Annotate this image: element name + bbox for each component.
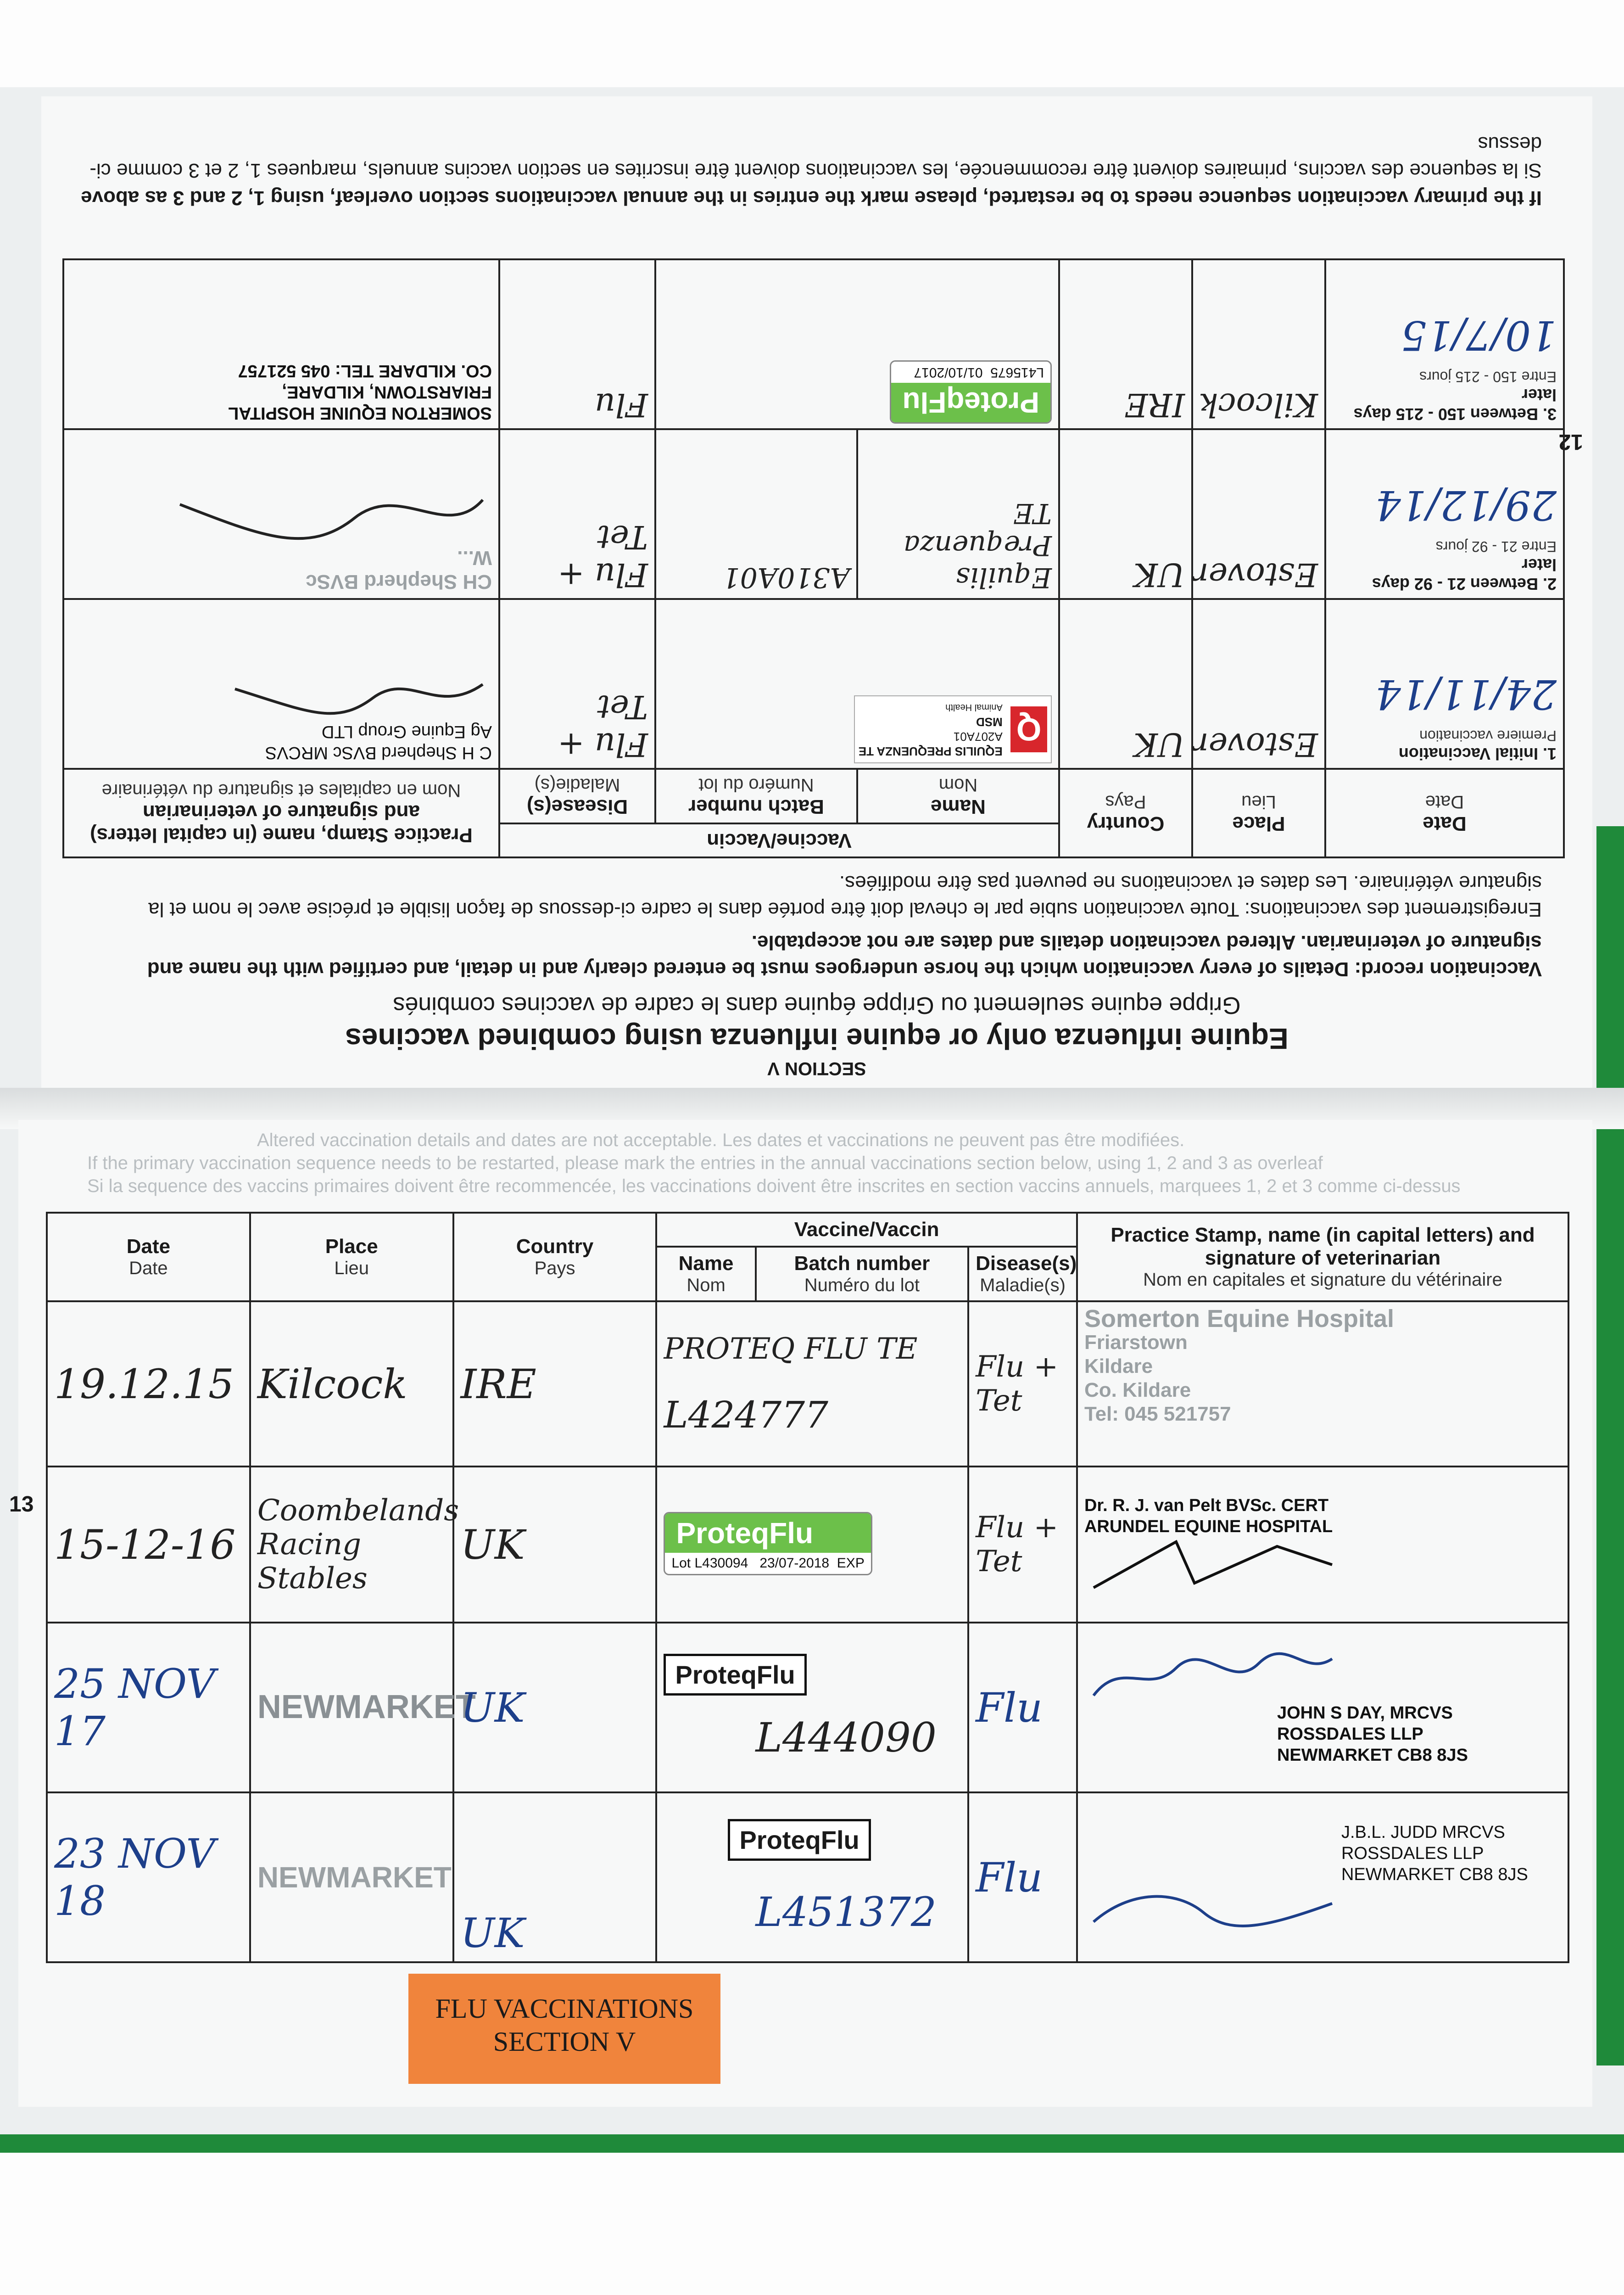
lower-th-place: Place Lieu	[250, 1213, 453, 1301]
upper-th-batch: Batch number Numéro du lot	[655, 769, 857, 823]
upper-th-name: Name Nom	[857, 769, 1059, 823]
upper-cell-country: IRE	[1059, 259, 1192, 429]
lower-signature-2016	[1084, 1537, 1341, 1592]
lower-cell-place: NEWMARKET	[250, 1792, 453, 1962]
lower-cell-name-batch	[656, 1467, 968, 1623]
upper-cell-stamp: CH Shepherd BVSc W...	[63, 429, 499, 599]
lower-th-batch: Batch number Numéro du lot	[756, 1247, 968, 1301]
lower-th-disease: Disease(s) Maladie(s)	[968, 1247, 1077, 1301]
upper-footer-fr: Si la sequence des vaccins, primaires doivent être recommencée, les vaccinations doivent être inscrites en section vaccins annuels, marquees 1, 2 et 3 comme ci-dessus	[89, 133, 1542, 182]
lower-cell-name-batch: ProteqFlu L444090	[656, 1623, 968, 1792]
flu-vaccinations-tab	[408, 1974, 720, 2084]
lower-row-2016	[47, 1467, 1568, 1623]
upper-page	[41, 96, 1592, 1097]
lower-cell-stamp: J.B.L. JUDD MRCVS ROSSDALES LLP NEWMARKET CB8 8JS	[1077, 1792, 1568, 1962]
lower-th-date: Date Date	[47, 1213, 250, 1301]
upper-th-country: Country Pays	[1059, 769, 1192, 857]
lower-row-2018	[47, 1792, 1568, 1962]
lower-vaccination-table	[46, 1212, 1569, 1963]
upper-cell-name	[655, 599, 1059, 769]
lower-faint-notice-1: Altered vaccination details and dates are not acceptable. Les dates et vaccinations ne peuvent pas être modifiées.	[257, 1130, 1185, 1150]
upper-signature-2	[171, 481, 492, 546]
upper-signature-1	[217, 666, 492, 721]
upper-th-disease: Disease(s) Maladie(s)	[499, 769, 655, 823]
upper-cell-place: Estover	[1192, 429, 1325, 599]
upper-cell-disease: Flu	[499, 259, 655, 429]
upper-page-number: 12	[1558, 430, 1583, 454]
lower-cell-disease: Flu + Tet	[968, 1467, 1077, 1623]
equilis-logo-icon: Q	[1010, 706, 1047, 752]
upper-page-rotated	[41, 96, 1592, 1097]
lower-cell-disease: Flu + Tet	[968, 1301, 1077, 1467]
upper-cell-stamp: C H Shepherd BVSc MRCVS Ag Equine Group LTD	[63, 599, 499, 769]
upper-cell-date: 3. Between 150 - 215 days later Entre 150 - 215 jours 10/7/15	[1325, 259, 1564, 429]
lower-cell-stamp: Dr. R. J. van Pelt BVSc. CERT ARUNDEL EQUINE HOSPITAL	[1077, 1467, 1568, 1623]
lower-cell-name-batch: PROTEQ FLU TE L424777	[656, 1301, 968, 1467]
lower-header-row	[47, 1213, 1568, 1247]
lower-th-stamp: Practice Stamp, name (in capital letters) and signature of veterinarian Nom en capitales et signature du vétérinaire	[1077, 1213, 1568, 1301]
upper-row-third	[63, 259, 1564, 429]
lower-signature-2017	[1084, 1650, 1341, 1700]
upper-cell-stamp: SOMERTON EQUINE HOSPITAL FRIARSTOWN, KILDARE, CO. KILDARE TEL: 045 521757	[63, 259, 499, 429]
upper-footer-en: If the primary vaccination sequence needs to be restarted, please mark the entries in the annual vaccinations section overleaf, using 1, 2 and 3 as above	[81, 187, 1542, 209]
upper-cell-place: Kilcock	[1192, 259, 1325, 429]
upper-header-row	[63, 823, 1564, 857]
lower-th-name: Name Nom	[656, 1247, 755, 1301]
upper-cell-name: Equilis Prequenza TE	[857, 429, 1059, 599]
upper-cell-disease: Flu + Tet	[499, 429, 655, 599]
upper-th-date: Date Date	[1325, 769, 1564, 857]
upper-vaccination-table	[62, 258, 1565, 858]
upper-th-stamp: Practice Stamp, name (in capital letters) and signature of veterinarian Nom en capitales et signature du vétérinaire	[63, 769, 499, 857]
upper-cell-place: Estover	[1192, 599, 1325, 769]
lower-cell-date: 23 NOV 18	[47, 1792, 250, 1962]
upper-cell-country: UK	[1059, 599, 1192, 769]
lower-cell-place: Coombelands Racing Stables	[250, 1467, 453, 1623]
lower-cell-date: 19.12.15	[47, 1301, 250, 1467]
upper-cell-date: 2. Between 21 - 92 days later Entre 21 - 92 jours 29/12/14	[1325, 429, 1564, 599]
upper-cell-date: 1. Initial Vaccination Premiere vaccination 24/11/14	[1325, 599, 1564, 769]
lower-row-2015	[47, 1301, 1568, 1467]
lower-cell-country: UK	[453, 1467, 657, 1623]
tab-label-line-2: SECTION V	[493, 2026, 636, 2057]
upper-section-label: SECTION V	[767, 1058, 866, 1079]
lower-cell-disease: Flu	[968, 1623, 1077, 1792]
proteqflu-stamp-box: ProteqFlu	[728, 1819, 871, 1861]
lower-cell-name-batch: ProteqFlu L451372	[656, 1792, 968, 1962]
lower-cell-place: NEWMARKET	[250, 1623, 453, 1792]
upper-cell-batch: A310A01	[655, 429, 857, 599]
lower-cell-stamp: Somerton Equine Hospital Friarstown Kildare Co. Kildare Tel: 045 521757	[1077, 1301, 1568, 1467]
proteqflu-sticker: ProteqFlu L415675 01/10/2017	[890, 360, 1052, 424]
tab-label-line-1: FLU VACCINATIONS	[435, 1993, 694, 2024]
upper-row-second	[63, 429, 1564, 599]
equilis-sticker: Q EQUILIS PREQUENZA TE A207A01 MSD Animal Health	[854, 695, 1052, 763]
lower-cell-country: UK	[453, 1623, 657, 1792]
lower-faint-notice-2: If the primary vaccination sequence needs to be restarted, please mark the entries in the annual vaccinations section below, using 1, 2 and 3 as overleaf	[87, 1153, 1323, 1173]
upper-cell-name	[655, 259, 1059, 429]
proteqflu-sticker: ProteqFlu Lot L430094 23/07-2018 EXP	[664, 1512, 872, 1575]
upper-title-fr: Grippe equine seulement ou Grippe équine dans le cadre de vaccines combinés	[393, 992, 1241, 1019]
lower-cell-country: IRE	[453, 1301, 657, 1467]
lower-cell-date: 15-12-16	[47, 1467, 250, 1623]
lower-page	[9, 1120, 1592, 2107]
lower-signature-2018	[1084, 1885, 1341, 1931]
lower-faint-notice-3: Si la sequence des vaccins primaires doivent être recommencée, les vaccinations doivent être inscrites en section vaccins annuels, marquees 1, 2 et 3 comme ci-dessus	[87, 1176, 1461, 1196]
proteqflu-stamp-box: ProteqFlu	[664, 1654, 806, 1696]
lower-cell-stamp: JOHN S DAY, MRCVS ROSSDALES LLP NEWMARKET CB8 8JS	[1077, 1623, 1568, 1792]
upper-row-initial	[63, 599, 1564, 769]
lower-cell-date: 25 NOV 17	[47, 1623, 250, 1792]
lower-page-number: 13	[9, 1492, 34, 1517]
cover-edge	[1596, 826, 1624, 2066]
upper-record-fr: Enregistrement des vaccinations: Toute vaccination subie par le cheval doit être portée dans le cadre ci-dessous de façon lisible et précise avec le nom et la signature vétérinaire. Les dates et vaccinations ne peuvent pas être modifiées.	[148, 872, 1542, 921]
upper-cell-disease: Flu + Tet	[499, 599, 655, 769]
lower-cell-disease: Flu	[968, 1792, 1077, 1962]
upper-title-en: Equine influenza only or equine influenza using combined vaccines	[345, 1022, 1289, 1055]
upper-th-vaccine: Vaccine/Vaccin	[499, 823, 1059, 857]
upper-th-place: Place Lieu	[1192, 769, 1325, 857]
upper-cell-country: UK	[1059, 429, 1192, 599]
lower-th-vaccine: Vaccine/Vaccin	[656, 1213, 1077, 1247]
lower-th-country: Country Pays	[453, 1213, 657, 1301]
lower-row-2017	[47, 1623, 1568, 1792]
lower-cell-country: UK	[453, 1792, 657, 1962]
lower-cell-place: Kilcock	[250, 1301, 453, 1467]
upper-record-en: Vaccination record: Details of every vaccination which the horse undergoes must be entered clearly and in detail, and certified with the name and signature of veterinarian. Altered vaccination details and dates are not acceptable.	[147, 931, 1542, 980]
